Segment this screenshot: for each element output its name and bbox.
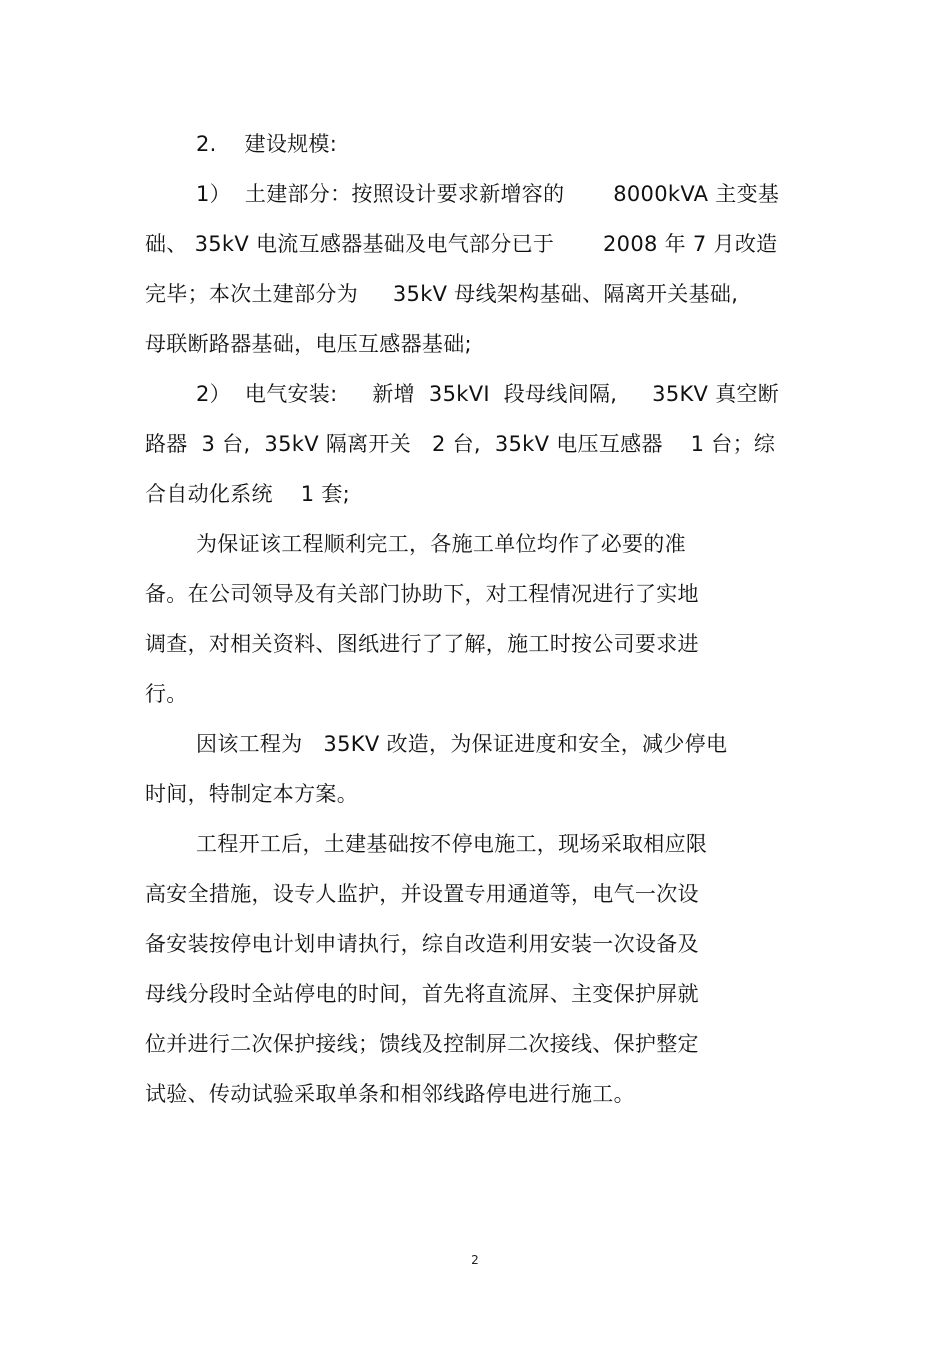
paragraph-line: 调查，对相关资料、图纸进行了了解，施工时按公司要求进 [145,632,699,656]
paragraph-line: 路器 3 台, 35kV 隔离开关 2 台, 35kV 电压互感器 1 台；综 [145,432,776,456]
paragraph-line: 母联断路器基础，电压互感器基础; [145,332,472,356]
paragraph-line: 完毕；本次土建部分为 35kV 母线架构基础、隔离开关基础, [145,282,739,306]
paragraph-line: 位并进行二次保护接线；馈线及控制屏二次接线、保护整定 [145,1032,699,1056]
section-heading: 2. 建设规模: [196,132,338,156]
paragraph-line: 母线分段时全站停电的时间，首先将直流屏、主变保护屏就 [145,982,699,1006]
paragraph-line: 备。在公司领导及有关部门协助下，对工程情况进行了实地 [145,582,699,606]
paragraph-line: 行。 [145,682,188,706]
paragraph-line: 备安装按停电计划申请执行，综自改造利用安装一次设备及 [145,932,699,956]
paragraph-line: 工程开工后，土建基础按不停电施工，现场采取相应限 [196,832,708,856]
paragraph-line: 合自动化系统 1 套; [145,482,351,506]
paragraph-line: 因该工程为 35KV 改造，为保证进度和安全，减少停电 [196,732,728,756]
paragraph-line: 2） 电气安装: 新增 35kVI 段母线间隔, 35KV 真空断 [196,382,780,406]
paragraph-line: 试验、传动试验采取单条和相邻线路停电进行施工。 [145,1082,635,1106]
page-number: 2 [471,1253,479,1267]
paragraph-line: 高安全措施，设专人监护，并设置专用通道等，电气一次设 [145,882,699,906]
paragraph-line: 1） 土建部分：按照设计要求新增容的 8000kVA 主变基 [196,182,780,206]
paragraph-line: 为保证该工程顺利完工，各施工单位均作了必要的准 [196,532,686,556]
paragraph-line: 时间，特制定本方案。 [145,782,358,806]
paragraph-line: 础、 35kV 电流互感器基础及电气部分已于 2008 年 7 月改造 [145,232,778,256]
